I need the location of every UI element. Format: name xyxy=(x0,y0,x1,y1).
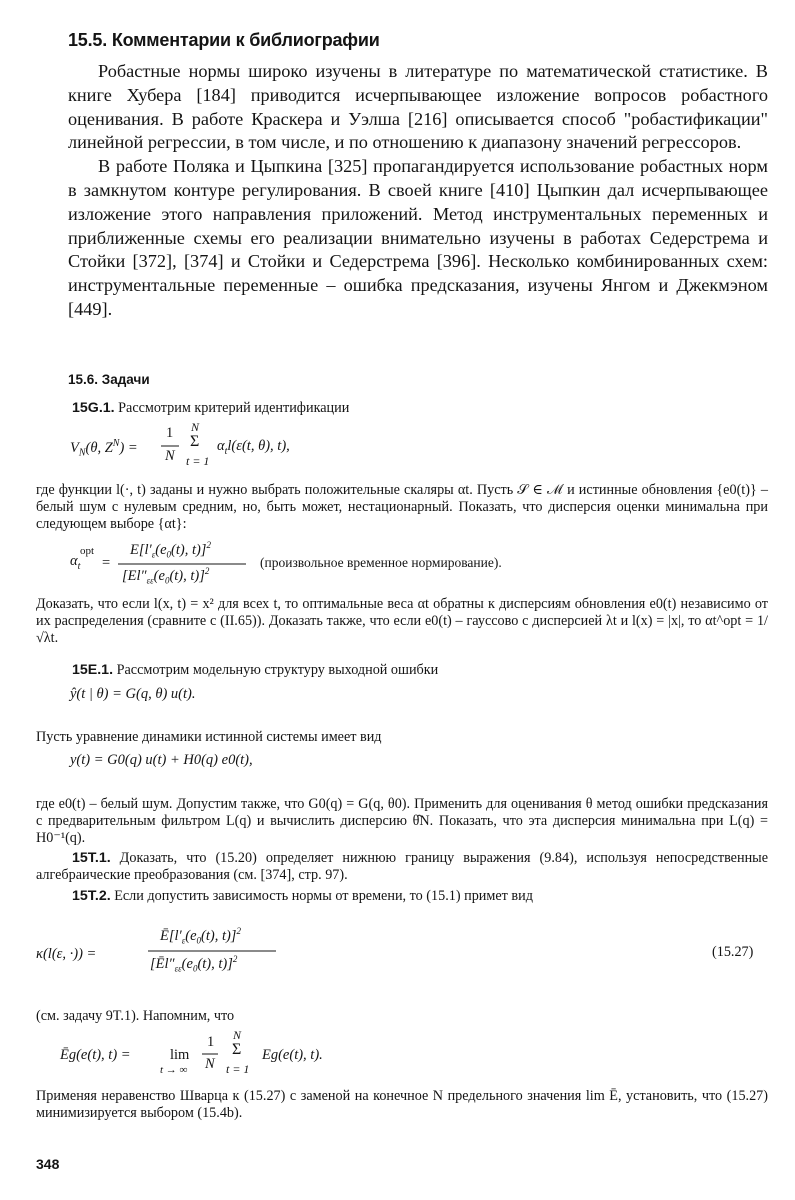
paragraph-polyak-tsypkin: В работе Поляка и Цыпкина [325] пропагандируется использование робастных норм в замкнутом контуре регулирования. В своей книге [410] Цыпкин дал исчерпывающее изложение этого направления приложений. Метод инструментальных переменных и приближенные схемы его реализации внимательно изучены в работах Седерстрема и Стойки [372], [374] и Стойки и Седерстрема [396]. Несколько комбинированных схем: инструментальные переменные – ошибка предсказания, изучены Янгом и Джекмэном [449]. xyxy=(68,156,768,319)
paragraph-robust-norms: Робастные нормы широко изучены в литературе по математической статистике. В книге Хубера [184] приводится исчерпывающее изложение вопросов робастного оценивания. В работе Краскера и Уэлша [216] описывается способ "робастификации" линейной регрессии, в том числе, и по отношению к диапазону значений регрессоров. xyxy=(68,61,768,153)
page-number: 348 xyxy=(36,1156,60,1172)
task-15t2-text3: Применяя неравенство Шварца к (15.27) с заменой на конечное N предельного значения lim Ē, установить, что (15.27) минимизируется выбором (15.4b). xyxy=(36,1088,768,1122)
task-15g1-text2: Доказать, что если l(x, t) = x² для всех t, то оптимальные веса αt обратны к дисперсиям обновления e0(t) независимо от их распределения (сравните с (II.65)). Доказать также, что если e0(t) – гауссово с дисперсией λt и l(x) = |x|, то αt^opt = 1/√λt. xyxy=(36,596,768,646)
task-15g1-intro: 15G.1. Рассмотрим критерий идентификации xyxy=(72,400,350,416)
equation-true-system: y(t) = G0(q) u(t) + H0(q) e0(t), xyxy=(70,752,253,768)
task-15e1-intro: 15E.1. Рассмотрим модельную структуру выходной ошибки xyxy=(72,662,439,678)
task-label: 15G.1. xyxy=(72,400,115,416)
task-15t2-intro: 15T.2. Если допустить зависимость нормы от времени, то (15.1) примет вид xyxy=(72,888,533,904)
task-15t1: 15T.1. Доказать, что (15.20) определяет нижнюю границу выражения (9.84), используя непосредственные алгебраические преобразования (см. [374], стр. 97). xyxy=(36,850,768,884)
task-15e1-text: Пусть уравнение динамики истинной системы имеет вид xyxy=(36,729,382,745)
equation-note: (произвольное временное нормирование). xyxy=(260,555,502,570)
tasks-heading: 15.6. Задачи xyxy=(68,372,150,387)
task-15g1-text: где функции l(·, t) заданы и нужно выбрать положительные скаляры αt. Пусть 𝒮 ∈ ℳ и истинные обновления {e0(t)} – белый шум с нулевым средним, но, быть может, нестационарный. Показать, что дисперсия оценки минимальна при следующем выборе {αt}: xyxy=(36,482,768,533)
section-heading: 15.5. Комментарии к библиографии xyxy=(68,30,380,50)
book-page: 15.5. Комментарии к библиографии Робастные нормы широко изучены в литературе по математической статистике. В книге Хубера [184] приводится исчерпывающее изложение вопросов робастного оценивания. В работе Краскера и Уэлша [216] описывается способ "робастификации" линейной регрессии, в том числе, и по отношению к диапазону значений регрессоров. В работе Поляка и Цыпкина [325] пропагандируется использование робастных норм в замкнутом контуре регулирования. В своей книге [410] Цыпкин дал исчерпывающее изложение этого направления приложений. Метод инструментальных переменных и приближенные схемы его реализации внимательно изучены в работах Седерстрема и Стойки [372], [374] и Стойки и Седерстрема [396]. Несколько комбинированных схем: инструментальные переменные – ошибка предсказания, изучены Янгом и Джекмэном [449]. 15.6. Задачи 15G.1. Рассмотрим критерий идентификации $V_N(\theta$, $Z^N$) = 1 N N Σ t = 1 $\alpha_tl(\varepsilon(t$, θ), t), где функции l(·, t) заданы и нужно выбрать положительные скаляры αt. Пусть 𝒮 ∈ ℳ и истинные обновления {e0(t)} – белый шум с нулевым средним, но, быть может, нестационарный. Показать, что дисперсия оценки минимальна при следующем выборе {αt}: $\alpha_t$ opt = $E[l'_\varepsilon(e_0(t)$, t)]$^2$ [$El''_{\varepsilon\varepsilon}(e_0(t)$, t)]$^2$ (произвольное временное нормирование). Доказать, что если l(x, t) = x² для всех t, то оптимальные веса αt обратны к дисперсиям обновления e0(t) независимо от их распределения (сравните с (II.65)). Доказать также, что если e0(t) – гауссово с дисперсией λt и l(x) = |x|, то αt^opt = 1/√λt. 15E.1. Рассмотрим модельную структуру выходной ошибки ŷ(t | θ) = G(q, θ) u(t). Пусть уравнение динамики истинной системы имеет вид y(t) = G0(q) u(t) + H0(q) e0(t), где e0(t) – белый шум. Допустим также, что G0(q) = G(q, θ0). Применить для оценивания θ метод ошибки предсказания с предварительным фильтром L(q) и вычислить дисперсию θ̂N. Показать, что эта дисперсия минимальна при L(q) = H0⁻¹(q). 15T.1. Доказать, что (15.20) определяет нижнюю границу выражения (9.84), используя непосредственные алгебраические преобразования (см. [374], стр. 97). 15T.2. Если допустить зависимость нормы от времени, то (15.1) примет вид κ(l(ε, ·)) = $Ē[l'_\varepsilon(e_0(t)$, t)]$^2$ [$Ēl''_{\varepsilon\varepsilon}(e_0(t)$, t)]$^2$ (15.27) (см. задачу 9T.1). Напомним, что Ēg(e(t), t) = lim t → ∞ 1 N N Σ t = 1 Eg(e(t), t). Применяя неравенство Шварца к (15.27) с заменой на конечное N предельного значения lim Ē, установить, что (15.27) минимизируется выбором (15.4b). 348 xyxy=(36,30,768,1172)
equation-model-output: ŷ(t | θ) = G(q, θ) u(t). xyxy=(70,686,196,702)
bibliography-commentary xyxy=(68,60,768,322)
task-15t2-text2: (см. задачу 9T.1). Напомним, что xyxy=(36,1008,235,1024)
equation-number: (15.27) xyxy=(712,944,754,960)
task-15e1-text2: где e0(t) – белый шум. Допустим также, что G0(q) = G(q, θ0). Применить для оценивания θ метод ошибки предсказания с предварительным фильтром L(q) и вычислить дисперсию θ̂N. Показать, что эта дисперсия минимальна при L(q) = H0⁻¹(q). xyxy=(36,796,768,847)
